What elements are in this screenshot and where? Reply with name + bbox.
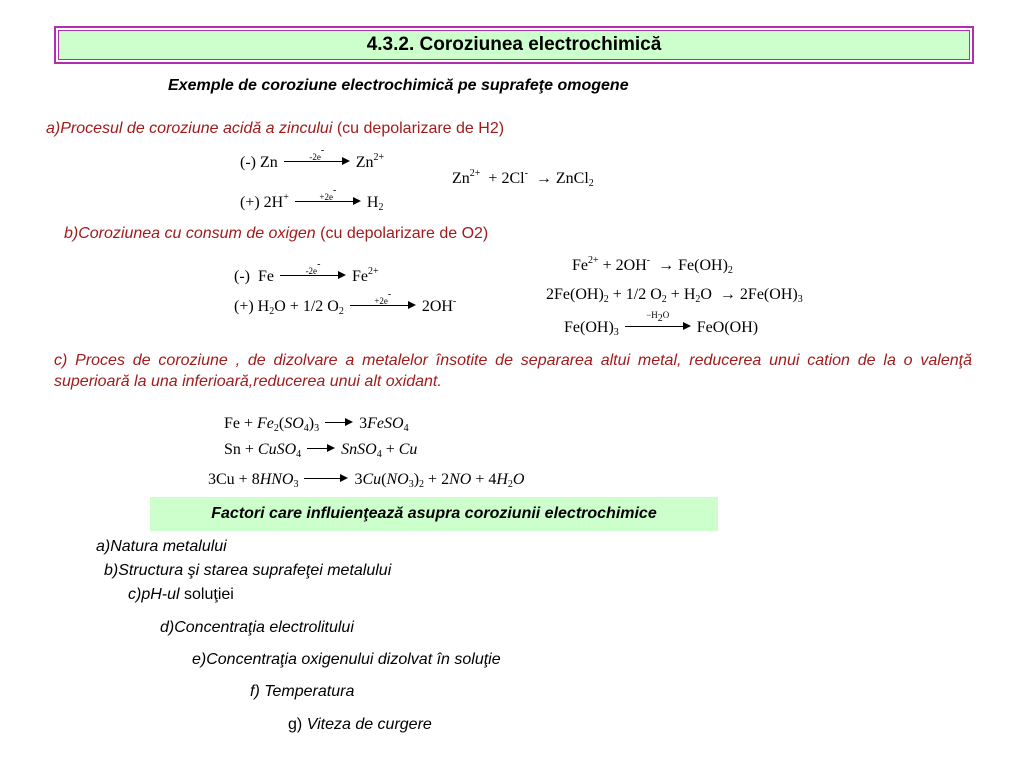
arrow-plus2e: +2e- — [295, 193, 361, 209]
section-a-heading — [46, 120, 504, 138]
equation-b-anode: (-) Fe -2e- $Fe^{2+}$ — [234, 259, 379, 285]
factor-e — [192, 651, 501, 669]
factor-d-text: d)Concentraţia electrolitului — [160, 619, 354, 636]
arrow-c3 — [304, 470, 348, 486]
factor-a-text: a)Natura metalului — [96, 538, 227, 555]
factor-c — [128, 586, 234, 604]
section-b-normal: (cu depolarizare de O2) — [320, 225, 489, 242]
factor-c-normal: soluţiei — [184, 586, 234, 603]
equation-b-2: $2Fe(OH)_2 + 1/2$ $O_2 + H_2O \to 2Fe(OH)_3$ — [546, 286, 803, 305]
equation-b-3: $Fe(OH)_3$ $-H_2O$ FeO(OH) — [564, 310, 759, 338]
section-b-italic: b)Coroziunea cu consum de oxigen — [64, 225, 316, 242]
factor-a — [96, 538, 227, 556]
arrow-minus2e: -2e- — [284, 153, 350, 169]
equation-b-cathode: (+) $H_2O + 1/2$ $O_2$ +2e- 2OH- — [234, 289, 457, 317]
factor-g — [288, 716, 432, 734]
page-title-text: 4.3.2. Coroziunea electrochimică — [366, 34, 662, 55]
factor-g-normal: g) — [288, 716, 303, 733]
equation-a-cathode: (+) 2H+ +2e- $H_2$ — [240, 185, 384, 213]
section-a-italic: a)Procesul de coroziune acidă a zincului — [46, 120, 333, 137]
equation-c-3: $3Cu + 8HNO_3$ $3Cu(NO_3)_2 + 2NO + 4H_2O$ — [208, 471, 525, 490]
page-title — [54, 26, 974, 64]
factor-b-text: b)Structura şi starea suprafeţei metalului — [104, 562, 392, 579]
section-a-normal: (cu depolarizare de H2) — [336, 120, 505, 137]
factor-f — [250, 683, 354, 701]
equation-a-overall: $Zn^{2+} + 2Cl^-$ → ZnCl$_2$ — [452, 168, 594, 189]
factors-title: Factori care influienţează asupra coroziunii electrochimice — [211, 505, 657, 522]
equation-a-anode: (-) Zn -2e- $Zn^{2+}$ — [240, 145, 385, 171]
section-b-heading — [64, 225, 488, 243]
factor-e-text: e)Concentraţia oxigenului dizolvat în soluţie — [192, 651, 501, 668]
arrow-plus2e-b: +2e- — [350, 297, 416, 313]
equation-c-2: Sn + CuSO$_4$ SnSO$_4$ + Cu — [224, 441, 418, 460]
factor-d — [160, 619, 354, 637]
factor-c-italic: c)pH-ul — [128, 586, 180, 603]
factor-f-text: f) Temperatura — [250, 683, 355, 700]
arrow-minus2e-b: -2e- — [280, 267, 346, 283]
equation-c-1: $Fe + Fe_2(SO_4)_3$ 3FeSO$_4$ — [224, 415, 409, 434]
factor-b — [104, 562, 391, 580]
arrow-c2 — [307, 440, 335, 456]
arrow-minus-h2o: $-H_2O$ — [625, 318, 691, 334]
equation-b-1: $Fe^{2+} + 2OH^- \to Fe(OH)_2$ — [572, 255, 733, 276]
factors-title-box — [150, 497, 718, 531]
factor-g-italic: Viteza de curgere — [306, 716, 432, 733]
arrow-c1 — [325, 414, 353, 430]
section-c-text: c) Proces de coroziune , de dizolvare a metalelor însotite de separarea altui metal, reducerea unui cation de la o valenţă superioară la una inferioară,reducerea unui alt oxidant. — [54, 352, 972, 390]
subtitle: Exemple de coroziune electrochimică pe suprafeţe omogene — [168, 77, 629, 94]
